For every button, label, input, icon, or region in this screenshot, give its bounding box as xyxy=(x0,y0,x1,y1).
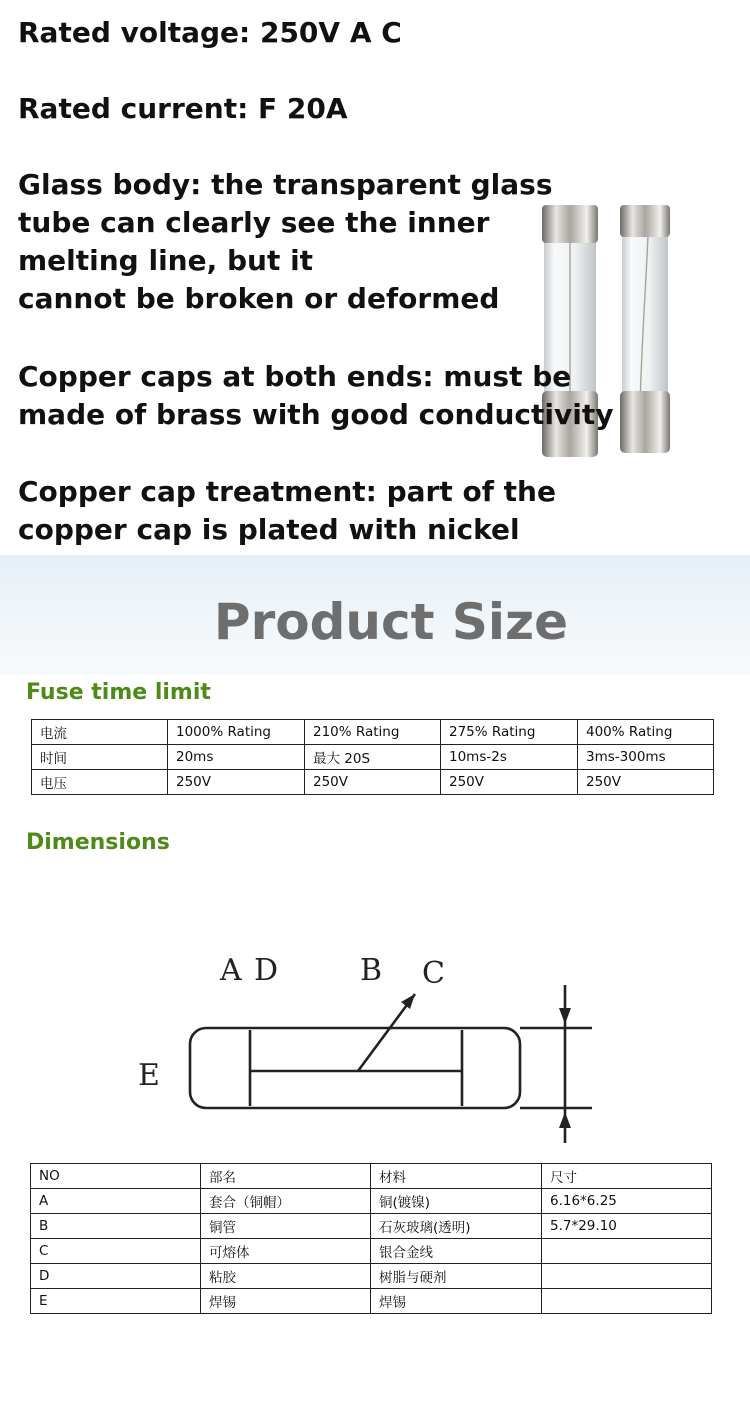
table-cell: B xyxy=(31,1214,201,1239)
fuse-outline xyxy=(190,1028,520,1108)
table-cell: 铜管 xyxy=(201,1214,371,1239)
table-cell xyxy=(542,1264,712,1289)
label-e: E xyxy=(138,1058,160,1093)
table-cell: 石灰玻璃(透明) xyxy=(371,1214,542,1239)
spec-glass-body-line: cannot be broken or deformed xyxy=(18,282,500,315)
spec-rated-voltage: Rated voltage: 250V A C xyxy=(18,16,402,49)
table-cell: C xyxy=(31,1239,201,1264)
table-cell: 20ms xyxy=(168,745,305,770)
fuse-time-table xyxy=(31,719,714,795)
table-cell: 银合金线 xyxy=(371,1239,542,1264)
spec-copper-caps-line: made of brass with good conductivity xyxy=(18,398,614,431)
table-cell: 275% Rating xyxy=(441,720,578,745)
table-cell xyxy=(542,1239,712,1264)
label-a: A xyxy=(220,953,242,988)
dim-top-arrowhead xyxy=(559,1008,571,1024)
table-cell: 焊锡 xyxy=(371,1289,542,1314)
table-cell: 电流 xyxy=(32,720,168,745)
fuse-dimension-diagram xyxy=(120,940,610,1150)
table-cell: 可熔体 xyxy=(201,1239,371,1264)
dim-bottom-arrowhead xyxy=(559,1112,571,1128)
parts-table xyxy=(30,1163,712,1314)
table-cell: 尺寸 xyxy=(542,1164,712,1189)
table-row xyxy=(31,1264,712,1289)
table-cell: 3ms-300ms xyxy=(578,745,714,770)
dimensions-title: Dimensions xyxy=(26,830,170,855)
table-cell: 最大 20S xyxy=(305,745,441,770)
label-c: C xyxy=(422,956,445,991)
table-cell: 焊锡 xyxy=(201,1289,371,1314)
table-cell: 210% Rating xyxy=(305,720,441,745)
table-cell xyxy=(542,1289,712,1314)
pointer-arrowhead xyxy=(401,994,415,1009)
label-b: B xyxy=(360,953,383,988)
table-cell: 时间 xyxy=(32,745,168,770)
table-row xyxy=(32,745,714,770)
spec-cap-treatment-line: copper cap is plated with nickel xyxy=(18,513,520,546)
table-cell: 10ms-2s xyxy=(441,745,578,770)
table-cell: 树脂与硬剂 xyxy=(371,1264,542,1289)
table-cell: 400% Rating xyxy=(578,720,714,745)
spec-glass-body-line: tube can clearly see the inner xyxy=(18,206,490,239)
table-cell: 1000% Rating xyxy=(168,720,305,745)
table-row xyxy=(32,720,714,745)
fuse-time-title: Fuse time limit xyxy=(26,680,211,705)
table-row xyxy=(31,1214,712,1239)
banner-title: Product Size xyxy=(213,593,569,651)
table-cell: 250V xyxy=(168,770,305,795)
spec-rated-current: Rated current: F 20A xyxy=(18,92,348,125)
spec-glass-body-line: melting line, but it xyxy=(18,244,314,277)
table-cell: 粘胶 xyxy=(201,1264,371,1289)
table-cell: E xyxy=(31,1289,201,1314)
table-cell: 250V xyxy=(305,770,441,795)
table-cell: 250V xyxy=(578,770,714,795)
table-cell: 部名 xyxy=(201,1164,371,1189)
table-cell: 6.16*6.25 xyxy=(542,1189,712,1214)
table-row xyxy=(31,1189,712,1214)
table-row xyxy=(31,1239,712,1264)
table-cell: 250V xyxy=(441,770,578,795)
table-cell: A xyxy=(31,1189,201,1214)
spec-glass-body-line: Glass body: the transparent glass xyxy=(18,168,553,201)
table-cell: NO xyxy=(31,1164,201,1189)
label-d: D xyxy=(254,953,279,988)
table-cell: 套合（铜帽） xyxy=(201,1189,371,1214)
table-row xyxy=(32,770,714,795)
spec-copper-caps-line: Copper caps at both ends: must be xyxy=(18,360,572,393)
table-cell: D xyxy=(31,1264,201,1289)
table-cell: 铜(镀镍) xyxy=(371,1189,542,1214)
table-row xyxy=(31,1289,712,1314)
spec-cap-treatment-line: Copper cap treatment: part of the xyxy=(18,475,556,508)
table-cell: 材料 xyxy=(371,1164,542,1189)
table-row xyxy=(31,1164,712,1189)
table-cell: 5.7*29.10 xyxy=(542,1214,712,1239)
table-cell: 电压 xyxy=(32,770,168,795)
